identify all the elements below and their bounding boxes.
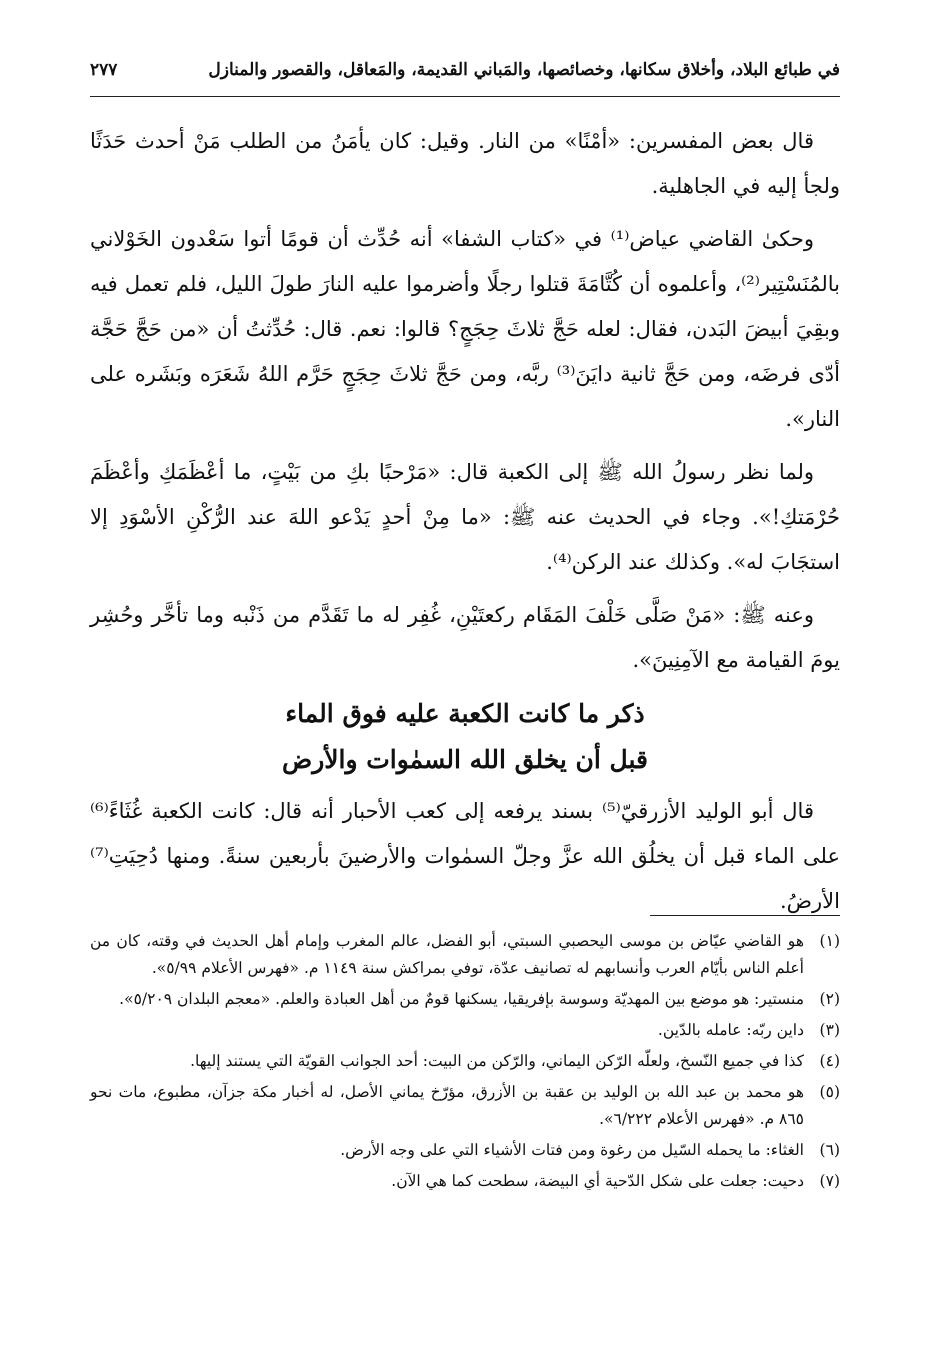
footnote <box>90 928 840 982</box>
running-header <box>90 60 840 97</box>
section-heading-line: قبل أن يخلق الله السمٰوات والأرض <box>281 745 648 774</box>
footnote-number: (٦) <box>819 1141 840 1159</box>
paragraph: قال أبو الوليد الأزرقيّ⁽⁵⁾ بسند يرفعه إلى كعب الأحبار أنه قال: كانت الكعبة غُثَاءً⁽⁶⁾ على الماء قبل أن يخلُق الله عزَّ وجلّ السمٰوات والأرضينَ بأربعين سنةً. ومنها دُحِيَتِ⁽⁷⁾ الأرضُ. <box>90 799 840 913</box>
footnote-number: (٣) <box>819 1021 840 1039</box>
footnote-text: دحيت: جعلت على شكل الدّحية أي البيضة، سطحت كما هي الآن. <box>391 1172 804 1190</box>
footnote-text: كذا في جميع النّسخ، ولعلّه الرّكن اليماني، والرّكن من البيت: أحد الجوانب القويّة التي يستند إليها. <box>190 1052 804 1070</box>
page-number: ٢٧٧ <box>90 60 118 80</box>
footnote <box>90 1137 840 1164</box>
footnote-text: الغثاء: ما يحمله السّيل من رغوة ومن فتات الأشياء التي على وجه الأرض. <box>340 1141 804 1159</box>
paragraph: ولما نظر رسولُ الله ﷺ إلى الكعبة قال: «مَرْحبًا بكِ من بَيْتٍ، ما أعْظَمَكِ وأعْظَمَ حُرْمَتكِ!». وجاء في الحديث عنه ﷺ: «ما مِنْ أحدٍ يَدْعو اللهَ عند الرُّكْنِ الأسْوَدِ إلا استجَابَ له». وكذلك عند الركن⁽⁴⁾. <box>90 460 840 574</box>
section-heading <box>90 691 840 783</box>
footnote <box>90 986 840 1013</box>
footnote-number: (٥) <box>819 1083 840 1101</box>
footnote-divider <box>650 915 840 916</box>
footnote <box>90 1079 840 1133</box>
footnote-number: (٧) <box>819 1172 840 1190</box>
footnote-number: (١) <box>819 932 840 950</box>
paragraph: قال بعض المفسرين: «أمْنًا» من النار. وقيل: كان يأمَنُ من الطلب مَنْ أحدث حَدَثًا ولجأ إليه في الجاهلية. <box>90 129 840 198</box>
footnote-text: منستير: هو موضع بين المهديّة وسوسة بإفريقيا، يسكنها قومٌ من أهل العبادة والعلم. «معجم البلدان ٥/٢٠٩». <box>119 990 804 1008</box>
footnote <box>90 1168 840 1195</box>
paragraph: وحكىٰ القاضي عياض⁽¹⁾ في «كتاب الشفا» أنه حُدِّث أن قومًا أتوا سَعْدون الخَوْلاني بالمُنَسْتِير⁽²⁾، وأعلموه أن كُتَّامَةَ قتلوا رجلًا وأضرموا عليه النارَ طولَ الليل، فلم تعمل فيه وبقِيَ أبيضَ البَدن، فقال: لعله حَجَّ ثلاثَ حِجَجٍ؟ قالوا: نعم. قال: حُدِّثتُ أن «من حَجَّ حَجَّة أدّى فرضَه، ومن حَجَّ ثانية دايَنَ⁽³⁾ ربَّه، ومن حَجَّ ثلاثَ حِجَجٍ حَرَّم اللهُ شَعَرَه وبَشَره على النار». <box>90 227 840 431</box>
footnote-number: (٢) <box>819 990 840 1008</box>
section-heading-line: ذكر ما كانت الكعبة عليه فوق الماء <box>285 699 645 728</box>
footnote-number: (٤) <box>819 1052 840 1070</box>
footnote-text: هو القاضي عيّاض بن موسى اليحصبي السبتي، أبو الفضل، عالم المغرب وإمام أهل الحديث في وقته، كان من أعلم الناس بأيّام العرب وأنسابهم له تصانيف عدّة، توفي بمراكش سنة ١١٤٩ م. «فهرس الأعلام ٥/٩٩». <box>90 932 804 977</box>
book-page <box>90 60 840 1190</box>
main-text <box>90 119 840 924</box>
header-title: في طبائع البلاد، وأخلاق سكانها، وخصائصها، والمَباني القديمة، والمَعاقل، والقصور والمنازل <box>208 60 840 80</box>
footnote-text: هو محمد بن عبد الله بن الوليد بن عقبة بن الأزرق، مؤرّخ يماني الأصل، له أخبار مكة جزآن، مطبوع، مات نحو ٨٦٥ م. «فهرس الأعلام ٦/٢٢٢». <box>90 1083 804 1128</box>
footnote-text: داين ربّه: عامله بالدّين. <box>657 1021 804 1039</box>
paragraph: وعنه ﷺ: «مَنْ صَلَّى خَلْفَ المَقَام ركعتَيْنِ، غُفِر له ما تَقَدَّم من ذَنْبه وما تأخَّر وحُشِر يومَ القيامة مع الآمِنِينَ». <box>90 603 840 672</box>
footnote <box>90 1048 840 1075</box>
footnotes <box>90 928 840 1199</box>
footnote <box>90 1017 840 1044</box>
